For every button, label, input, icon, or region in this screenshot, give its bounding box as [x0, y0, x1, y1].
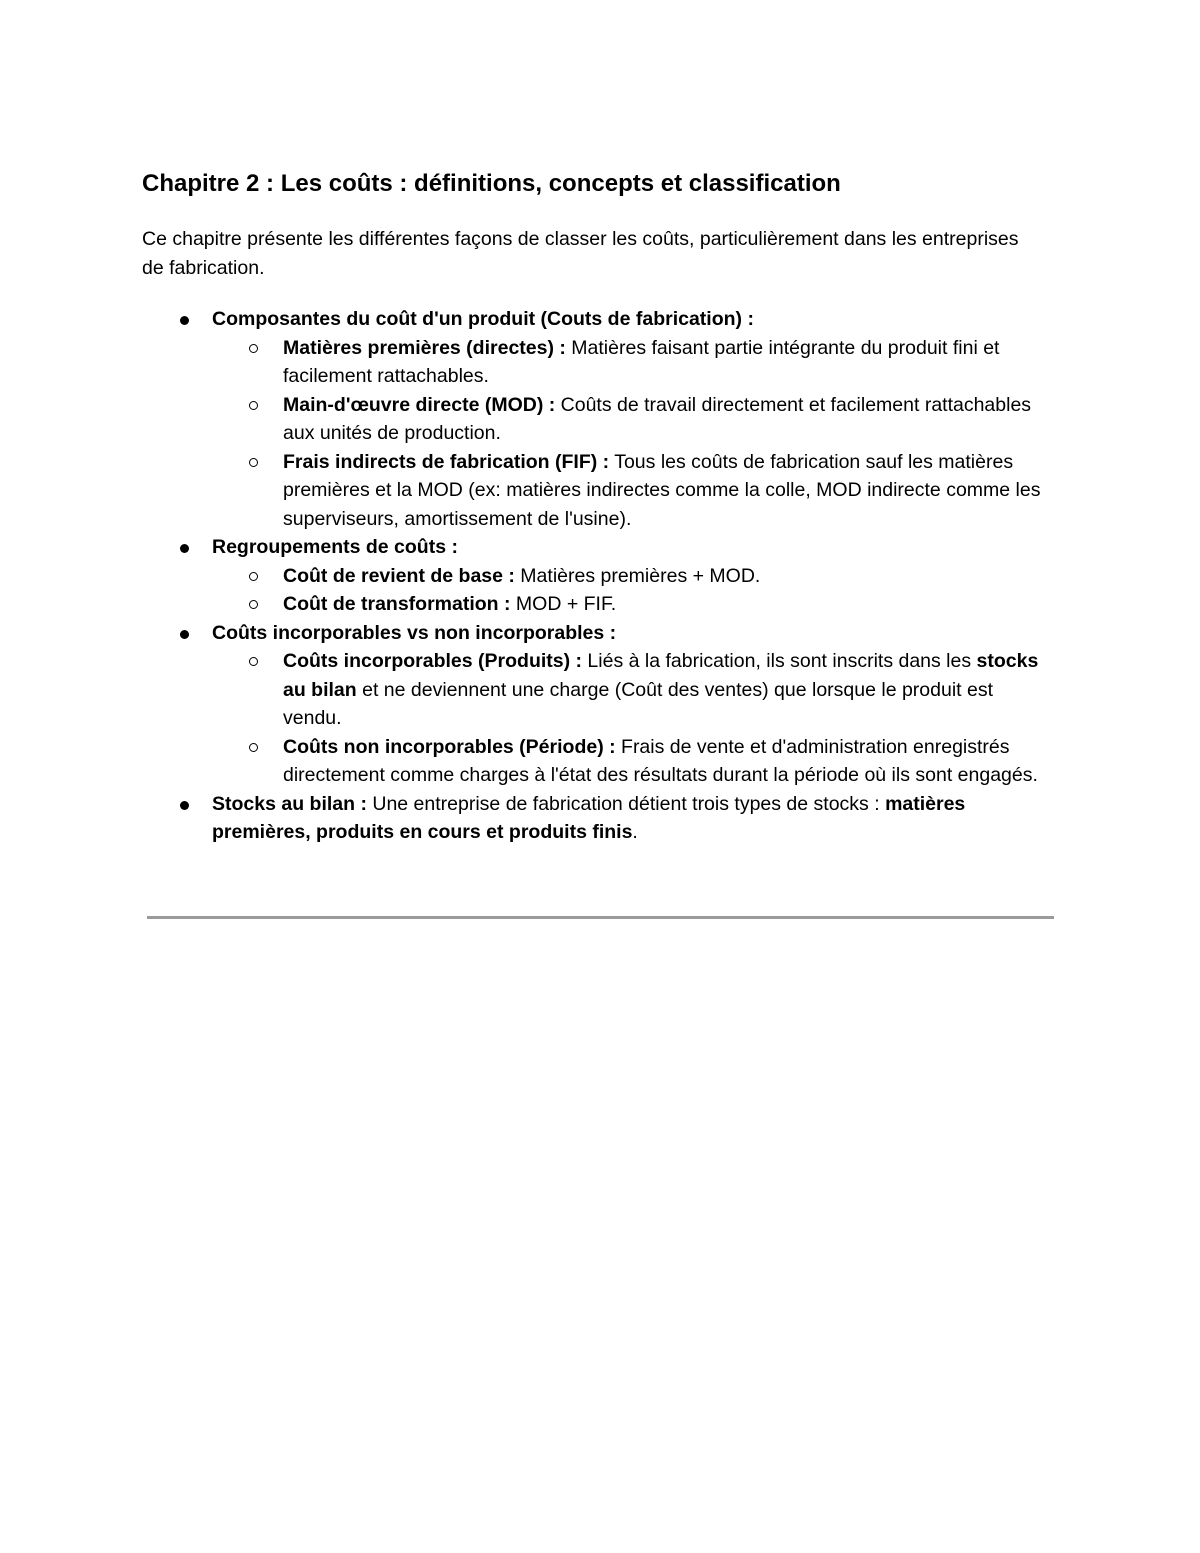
item-text: MOD + FIF. — [510, 593, 617, 615]
hollow-bullet-icon — [249, 657, 258, 666]
item-term: Coût de revient de base : — [283, 564, 515, 587]
sub-list-item — [142, 733, 1054, 790]
section-text: Une entreprise de fabrication détient trois types de stocks : — [366, 792, 886, 815]
item-text: Matières premières + MOD. — [514, 564, 761, 587]
main-bullet-list — [142, 305, 1054, 847]
list-item-stocks — [142, 790, 1054, 847]
hollow-bullet-icon — [249, 600, 258, 609]
sub-list-item — [142, 334, 1054, 391]
item-term: Coûts non incorporables (Période) : — [283, 735, 616, 758]
filled-bullet-icon — [180, 316, 189, 325]
item-term: Main-d'œuvre directe (MOD) : — [283, 393, 556, 416]
item-emphasis: stocks au bilan — [283, 650, 1039, 701]
page-title: Chapitre 2 : Les coûts : définitions, concepts et classification — [142, 170, 841, 197]
hollow-bullet-icon — [249, 344, 258, 353]
section-heading: Coûts incorporables vs non incorporables : — [212, 621, 617, 644]
sub-list-item — [142, 590, 1054, 619]
section-heading: Stocks au bilan : — [212, 792, 367, 815]
item-text: Frais de vente et d'administration enregistrés directement comme charges à l'état des résultats durant la période où ils sont engagés. — [283, 735, 1038, 786]
list-item-incorporables — [142, 619, 1054, 790]
sub-list — [212, 562, 1054, 619]
item-term: Coûts incorporables (Produits) : — [283, 650, 583, 672]
hollow-bullet-icon — [249, 458, 258, 467]
hollow-bullet-icon — [249, 401, 258, 410]
sub-list-item — [142, 562, 1054, 591]
item-text: Tous les coûts de fabrication sauf les matières premières et la MOD (ex: matières indirectes comme la colle, MOD indirecte comme les superviseurs, amortissement de l'usine). — [283, 450, 1041, 530]
item-term: Coût de transformation : — [283, 593, 511, 615]
sub-list-item — [142, 448, 1054, 534]
filled-bullet-icon — [180, 544, 189, 553]
sub-list-item — [142, 647, 1054, 733]
sub-list-item — [142, 391, 1054, 448]
item-text: Liés à la fabrication, ils sont inscrits dans les — [582, 650, 977, 672]
item-text: Coûts de travail directement et facilement rattachables aux unités de production. — [283, 393, 1032, 444]
filled-bullet-icon — [180, 630, 189, 639]
list-item-regroupements — [142, 533, 1054, 619]
sub-list — [212, 334, 1054, 534]
intro-paragraph: Ce chapitre présente les différentes façons de classer les coûts, particulièrement dans les entreprises de fabrication. — [142, 228, 1019, 279]
item-text: et ne deviennent une charge (Coût des ventes) que lorsque le produit est vendu. — [283, 678, 994, 729]
section-heading: Regroupements de coûts : — [212, 536, 458, 558]
item-term: Matières premières (directes) : — [283, 336, 566, 359]
list-item-composantes — [142, 305, 1054, 533]
section-emphasis: matières premières, produits en cours et produits finis — [212, 792, 966, 843]
item-term: Frais indirects de fabrication (FIF) : — [283, 450, 610, 473]
sub-list — [212, 647, 1054, 790]
item-text: Matières faisant partie intégrante du produit fini et facilement rattachables. — [283, 336, 1000, 387]
section-text: . — [632, 821, 638, 843]
section-heading: Composantes du coût d'un produit (Couts de fabrication) : — [212, 308, 754, 330]
filled-bullet-icon — [180, 801, 189, 810]
hollow-bullet-icon — [249, 572, 258, 581]
hollow-bullet-icon — [249, 743, 258, 752]
horizontal-divider — [147, 916, 1054, 919]
